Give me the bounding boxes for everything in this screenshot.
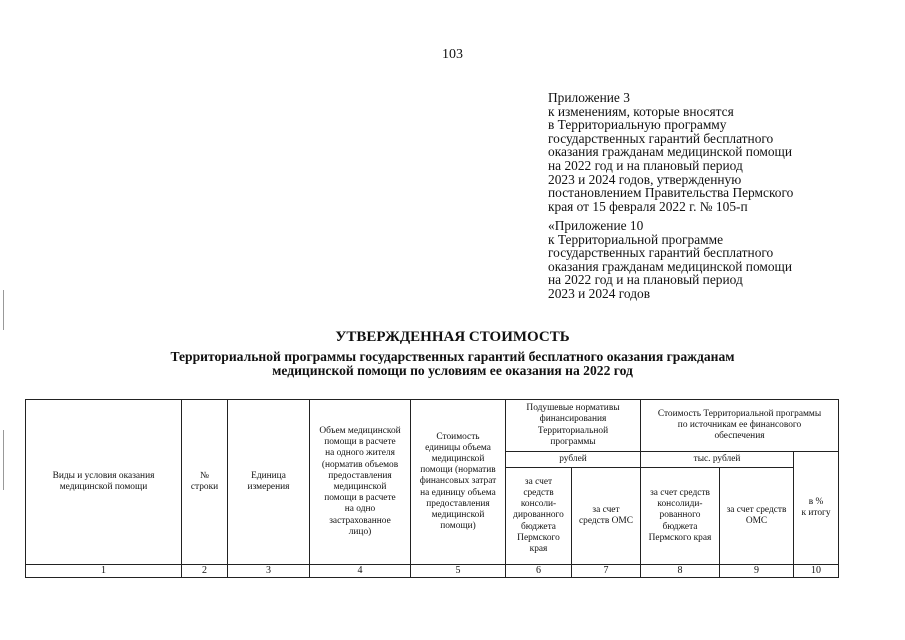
header-volume: Объем медицинской помощи в расчете на одного жителя (норматив объемов предоставления медицинской помощи в расчете на одно застрахованное лицо): [319, 425, 401, 537]
column-number: 3: [266, 565, 271, 577]
scan-mark: [3, 290, 4, 330]
header-program-cost: Стоимость Территориальной программы по источникам ее финансового обеспечения: [657, 408, 822, 442]
header-budget-thousand: за счет средств консолиди- рованного бюджета Пермского края: [648, 487, 712, 543]
table-line: [640, 399, 641, 578]
table-line: [505, 399, 506, 578]
column-number: 8: [677, 565, 683, 577]
appendix-line: 2023 и 2024 годов: [548, 285, 651, 301]
table-line: [505, 451, 838, 452]
table-line: [571, 467, 572, 578]
column-number: 10: [811, 565, 821, 577]
appendix-line: на 2022 год и на плановый период: [548, 157, 743, 173]
table-border-left: [25, 399, 26, 578]
appendix-line: оказания гражданам медицинской помощи: [548, 258, 793, 274]
table-border-top: [25, 399, 838, 400]
column-number: 4: [357, 565, 363, 577]
table-border-right: [838, 399, 839, 578]
table-line: [505, 467, 793, 468]
table-line: [181, 399, 182, 578]
column-number: 9: [754, 565, 759, 577]
table-border-bottom: [25, 577, 838, 578]
column-number: 6: [536, 565, 541, 577]
table-line: [719, 467, 720, 578]
appendix-line: «Приложение 10: [548, 218, 644, 233]
document-title: УТВЕРЖДЕННАЯ СТОИМОСТЬ: [335, 329, 570, 345]
column-number: 1: [101, 565, 106, 577]
table-line: [410, 399, 411, 578]
table-line: [793, 451, 794, 578]
appendix-10-block: [548, 219, 792, 301]
header-budget-rubles: за счет средств консоли- дированного бюджета Пермского края: [513, 476, 564, 554]
appendix-line: к Территориальной программе: [548, 231, 724, 247]
appendix-line: государственных гарантий бесплатного: [548, 130, 774, 146]
header-types-of-care: Виды и условия оказания медицинской помощи: [52, 470, 155, 492]
header-oms-thousand: за счет средств ОМС: [726, 504, 787, 526]
appendix-line: на 2022 год и на плановый период: [548, 272, 743, 288]
column-number: 7: [603, 565, 609, 577]
header-oms-rubles: за счет средств ОМС: [578, 504, 634, 526]
appendix-3-block: [548, 91, 793, 213]
appendix-line: Приложение 3: [548, 90, 630, 105]
header-unit: Единица измерения: [247, 470, 290, 492]
appendix-line: в Территориальную программу: [548, 117, 727, 133]
table-line: [309, 399, 310, 578]
subtitle-line: медицинской помощи по условиям ее оказания на 2022 год: [272, 363, 633, 378]
document-subtitle: [0, 350, 905, 378]
table-line: [25, 564, 838, 565]
appendix-line: государственных гарантий бесплатного: [548, 245, 774, 261]
page-number: 103: [442, 47, 463, 62]
appendix-line: постановлением Правительства Пермского: [548, 185, 794, 201]
appendix-line: края от 15 февраля 2022 г. № 105-п: [548, 198, 748, 214]
header-unit-cost: Стоимость единицы объема медицинской помощи (норматив финансовых затрат на единицу объема предоставления медицинской помощи): [419, 431, 497, 532]
header-row-number: № строки: [190, 470, 219, 492]
header-percent-of-total: в % к итогу: [801, 496, 831, 518]
appendix-line: оказания гражданам медицинской помощи: [548, 144, 793, 160]
column-number: 2: [202, 565, 207, 577]
scan-mark: [3, 430, 4, 490]
appendix-line: к изменениям, которые вносятся: [548, 103, 734, 119]
subtitle-line: Территориальной программы государственных гарантий бесплатного оказания гражданам: [170, 349, 735, 364]
header-unit-rubles: рублей: [559, 453, 587, 464]
appendix-line: 2023 и 2024 годов, утвержденную: [548, 171, 742, 187]
header-unit-thousand-rubles: тыс. рублей: [693, 453, 741, 464]
table-line: [227, 399, 228, 578]
column-number: 5: [455, 565, 461, 577]
header-per-capita-standards: Подушевые нормативы финансирования Территориальной программы: [526, 403, 620, 447]
